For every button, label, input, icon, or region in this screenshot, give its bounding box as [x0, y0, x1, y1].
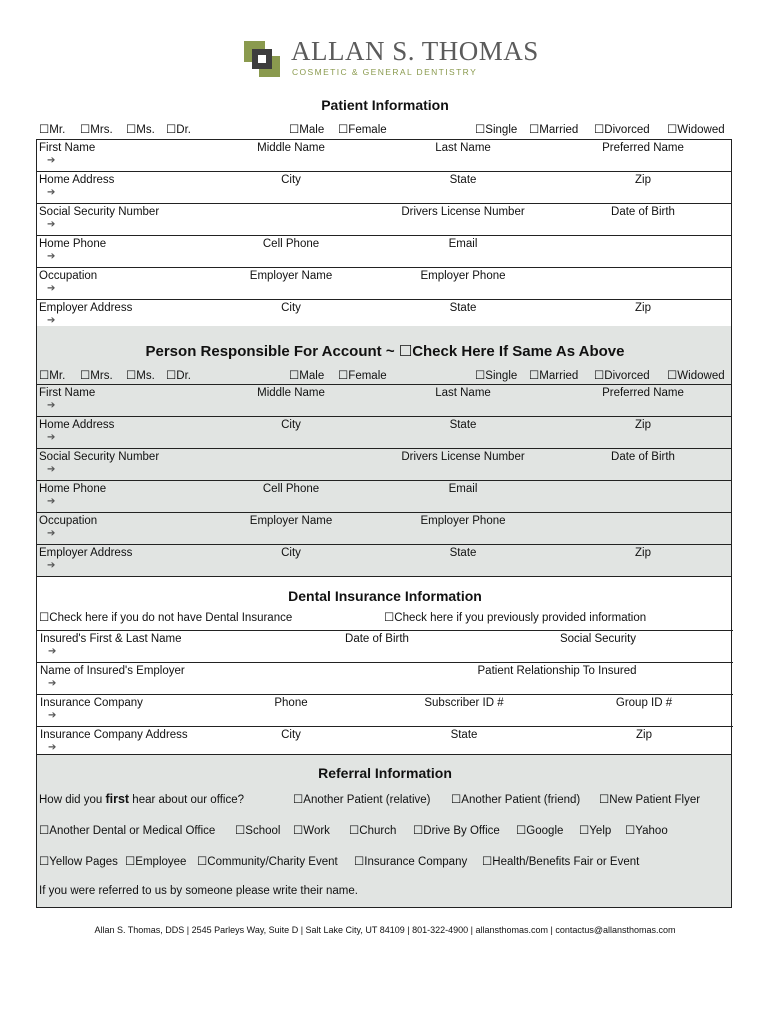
resp-row-occupation[interactable] [37, 512, 731, 544]
arrow-right-icon: ➔ [48, 678, 57, 689]
city-label: City [281, 302, 301, 314]
cell-phone-label: Cell Phone [262, 238, 320, 250]
last-name-label: Last Name [435, 387, 491, 399]
resp-single-checkbox[interactable]: ☐Single [475, 370, 518, 382]
insured-dob-label: Date of Birth [345, 633, 409, 645]
city-label: City [281, 174, 301, 186]
previously-provided-checkbox[interactable]: ☐Check here if you previously provided information [384, 612, 647, 624]
zip-label: Zip [635, 302, 651, 314]
insurance-company-address-label: Insurance Company Address [40, 729, 188, 741]
drivers-license-label: Drivers License Number [401, 206, 525, 218]
patient-title-mrs-checkbox[interactable]: ☐Mrs. [80, 124, 113, 136]
resp-row-ids[interactable] [37, 448, 731, 480]
insurance-phone-label: Phone [274, 697, 308, 709]
ins-row-employer[interactable] [36, 662, 733, 694]
responsible-fields [36, 384, 732, 577]
referral-note-line [36, 885, 734, 901]
patient-section-title: Patient Information [321, 97, 449, 113]
zip-label: Zip [635, 174, 651, 186]
referral-another-patient-friend-checkbox[interactable]: ☐Another Patient (friend) [451, 794, 581, 806]
referral-google-checkbox[interactable]: ☐Google [516, 825, 564, 837]
subscriber-id-label: Subscriber ID # [424, 697, 504, 709]
referral-health-fair-checkbox[interactable]: ☐Health/Benefits Fair or Event [482, 856, 640, 868]
referral-school-checkbox[interactable]: ☐School [235, 825, 281, 837]
referral-insurance-company-checkbox[interactable]: ☐Insurance Company [354, 856, 468, 868]
zip-label: Zip [636, 729, 652, 741]
insured-employer-label: Name of Insured's Employer [40, 665, 185, 677]
patient-title-ms-checkbox[interactable]: ☐Ms. [126, 124, 155, 136]
employer-name-label: Employer Name [249, 270, 333, 282]
arrow-right-icon: ➔ [47, 528, 56, 539]
arrow-right-icon: ➔ [47, 187, 56, 198]
resp-male-checkbox[interactable]: ☐Male [289, 370, 325, 382]
zip-label: Zip [635, 547, 651, 559]
patient-row-address[interactable] [37, 171, 731, 203]
insurance-options [36, 610, 734, 626]
ins-row-company[interactable] [36, 694, 733, 726]
ssn-label: Social Security Number [39, 206, 160, 218]
first-name-label: First Name [39, 142, 96, 154]
referral-yellow-pages-checkbox[interactable]: ☐Yellow Pages [39, 856, 118, 868]
zip-label: Zip [635, 419, 651, 431]
state-label: State [449, 302, 477, 314]
cell-phone-label: Cell Phone [262, 483, 320, 495]
responsible-section-title[interactable]: Person Responsible For Account ~ ☐Check Here If Same As Above [145, 343, 625, 360]
occupation-label: Occupation [39, 270, 98, 282]
referral-question: How did you first hear about our office? [39, 792, 244, 806]
group-id-label: Group ID # [615, 697, 673, 709]
state-label: State [450, 729, 478, 741]
patient-fields [36, 139, 732, 332]
employer-name-label: Employer Name [249, 515, 333, 527]
date-of-birth-label: Date of Birth [611, 451, 675, 463]
resp-married-checkbox[interactable]: ☐Married [529, 370, 579, 382]
resp-female-checkbox[interactable]: ☐Female [338, 370, 387, 382]
patient-row-contact[interactable] [37, 235, 731, 267]
preferred-name-label: Preferred Name [602, 142, 684, 154]
resp-widowed-checkbox[interactable]: ☐Widowed [667, 370, 725, 382]
arrow-right-icon: ➔ [47, 155, 56, 166]
middle-name-label: Middle Name [257, 142, 325, 154]
date-of-birth-label: Date of Birth [611, 206, 675, 218]
referral-note: If you were referred to us by someone please write their name. [39, 885, 358, 897]
home-address-label: Home Address [39, 419, 115, 431]
referral-line-3 [36, 854, 734, 870]
patient-married-checkbox[interactable]: ☐Married [529, 124, 579, 136]
resp-title-dr-checkbox[interactable]: ☐Dr. [166, 370, 192, 382]
home-phone-label: Home Phone [39, 483, 107, 495]
logo-name: ALLAN S. THOMAS [291, 36, 539, 66]
patient-row-name[interactable] [37, 140, 731, 171]
referral-community-event-checkbox[interactable]: ☐Community/Charity Event [197, 856, 338, 868]
resp-title-mrs-checkbox[interactable]: ☐Mrs. [80, 370, 113, 382]
employer-phone-label: Employer Phone [420, 270, 506, 282]
logo-mark-icon [244, 41, 280, 77]
patient-single-checkbox[interactable]: ☐Single [475, 124, 518, 136]
arrow-right-icon: ➔ [48, 646, 57, 657]
patient-female-checkbox[interactable]: ☐Female [338, 124, 387, 136]
arrow-right-icon: ➔ [47, 315, 56, 326]
referral-dental-office-checkbox[interactable]: ☐Another Dental or Medical Office [39, 825, 216, 837]
arrow-right-icon: ➔ [47, 432, 56, 443]
employer-address-label: Employer Address [39, 547, 133, 559]
referral-new-patient-flyer-checkbox[interactable]: ☐New Patient Flyer [599, 794, 701, 806]
resp-divorced-checkbox[interactable]: ☐Divorced [594, 370, 650, 382]
middle-name-label: Middle Name [257, 387, 325, 399]
referral-employee-checkbox[interactable]: ☐Employee [125, 856, 187, 868]
insurance-company-label: Insurance Company [40, 697, 143, 709]
resp-title-mr-checkbox[interactable]: ☐Mr. [39, 370, 66, 382]
referral-section-title: Referral Information [318, 765, 452, 781]
referral-line-2 [36, 823, 734, 839]
first-name-label: First Name [39, 387, 96, 399]
resp-row-contact[interactable] [37, 480, 731, 512]
patient-widowed-checkbox[interactable]: ☐Widowed [667, 124, 725, 136]
resp-row-name[interactable] [37, 385, 731, 416]
patient-divorced-checkbox[interactable]: ☐Divorced [594, 124, 650, 136]
city-label: City [281, 729, 301, 741]
arrow-right-icon: ➔ [47, 400, 56, 411]
arrow-right-icon: ➔ [48, 742, 57, 753]
patient-options [36, 122, 734, 138]
responsible-options [36, 368, 734, 384]
state-label: State [449, 174, 477, 186]
employer-phone-label: Employer Phone [420, 515, 506, 527]
referral-yahoo-checkbox[interactable]: ☐Yahoo [625, 825, 668, 837]
header [0, 38, 770, 80]
occupation-label: Occupation [39, 515, 98, 527]
insurance-section-title: Dental Insurance Information [288, 588, 482, 604]
patient-title-dr-checkbox[interactable]: ☐Dr. [166, 124, 192, 136]
patient-male-checkbox[interactable]: ☐Male [289, 124, 325, 136]
no-insurance-checkbox[interactable]: ☐Check here if you do not have Dental Insurance [39, 612, 293, 624]
referral-line-1 [36, 792, 734, 808]
email-label: Email [448, 483, 478, 495]
patient-row-occupation[interactable] [37, 267, 731, 299]
referral-work-checkbox[interactable]: ☐Work [293, 825, 330, 837]
referral-another-patient-relative-checkbox[interactable]: ☐Another Patient (relative) [293, 794, 431, 806]
referral-church-checkbox[interactable]: ☐Church [349, 825, 397, 837]
last-name-label: Last Name [435, 142, 491, 154]
patient-relationship-label: Patient Relationship To Insured [477, 665, 637, 677]
patient-title-mr-checkbox[interactable]: ☐Mr. [39, 124, 66, 136]
ins-row-insured[interactable] [36, 631, 733, 662]
state-label: State [449, 419, 477, 431]
email-label: Email [448, 238, 478, 250]
arrow-right-icon: ➔ [47, 219, 56, 230]
preferred-name-label: Preferred Name [602, 387, 684, 399]
arrow-right-icon: ➔ [47, 283, 56, 294]
arrow-right-icon: ➔ [47, 251, 56, 262]
arrow-right-icon: ➔ [48, 710, 57, 721]
arrow-right-icon: ➔ [47, 464, 56, 475]
state-label: State [449, 547, 477, 559]
employer-address-label: Employer Address [39, 302, 133, 314]
patient-row-ids[interactable] [37, 203, 731, 235]
footer-contact: Allan S. Thomas, DDS | 2545 Parleys Way, Suite D | Salt Lake City, UT 84109 | 801-322-4900 | allansthomas.com | contactus@allansthomas.com [94, 925, 676, 935]
resp-row-address[interactable] [37, 416, 731, 448]
city-label: City [281, 547, 301, 559]
home-address-label: Home Address [39, 174, 115, 186]
insured-ssn-label: Social Security [559, 633, 637, 645]
arrow-right-icon: ➔ [47, 496, 56, 507]
logo-tagline: COSMETIC & GENERAL DENTISTRY [292, 67, 478, 77]
drivers-license-label: Drivers License Number [401, 451, 525, 463]
home-phone-label: Home Phone [39, 238, 107, 250]
referral-yelp-checkbox[interactable]: ☐Yelp [579, 825, 612, 837]
insurance-fields [36, 630, 733, 758]
ssn-label: Social Security Number [39, 451, 160, 463]
insured-name-label: Insured's First & Last Name [40, 633, 182, 645]
referral-drive-by-checkbox[interactable]: ☐Drive By Office [413, 825, 500, 837]
city-label: City [281, 419, 301, 431]
resp-title-ms-checkbox[interactable]: ☐Ms. [126, 370, 155, 382]
arrow-right-icon: ➔ [47, 560, 56, 571]
